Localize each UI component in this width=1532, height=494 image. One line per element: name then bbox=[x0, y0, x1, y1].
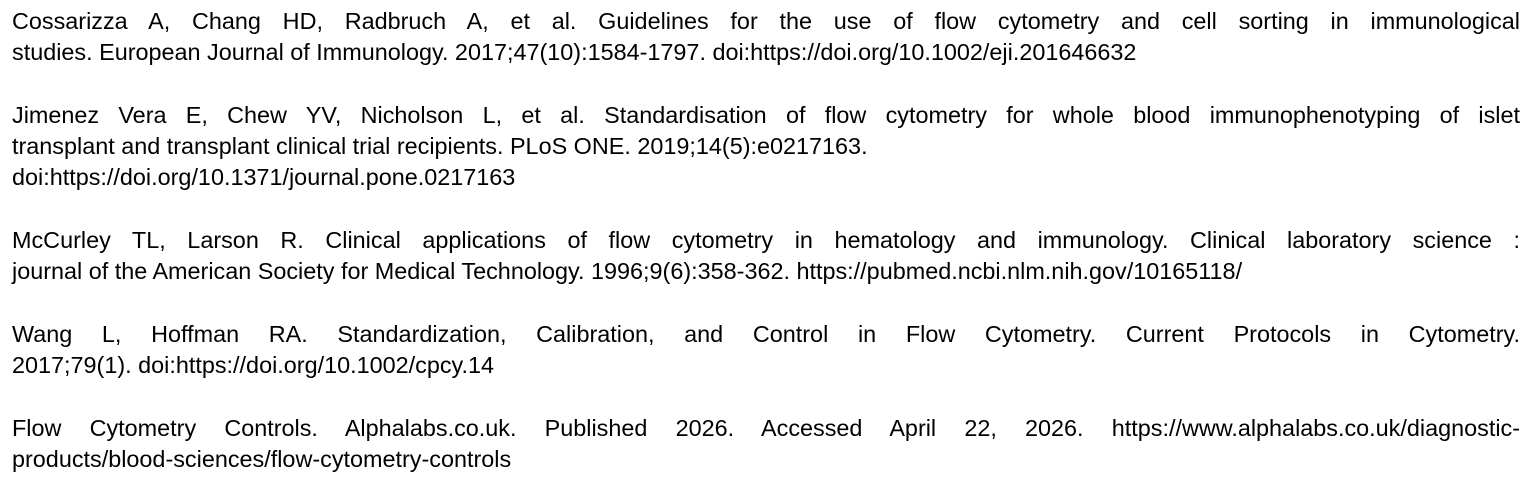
reference-entry-1 bbox=[12, 6, 1520, 68]
reference-line: McCurley TL, Larson R. Clinical applications of flow cytometry in hematology and immunology. Clinical laboratory science : bbox=[12, 227, 1520, 253]
reference-entry-5 bbox=[12, 413, 1520, 475]
reference-entry-4 bbox=[12, 319, 1520, 381]
reference-line: 2017;79(1). doi:https://doi.org/10.1002/cpcy.14 bbox=[12, 352, 494, 378]
reference-line: Wang L, Hoffman RA. Standardization, Calibration, and Control in Flow Cytometry. Current Protocols in Cytometry. bbox=[12, 321, 1520, 347]
reference-line: transplant and transplant clinical trial recipients. PLoS ONE. 2019;14(5):e0217163. bbox=[12, 133, 868, 159]
reference-line: doi:https://doi.org/10.1371/journal.pone.0217163 bbox=[12, 164, 516, 190]
reference-line: Jimenez Vera E, Chew YV, Nicholson L, et al. Standardisation of flow cytometry for whole blood immunophenotyping of islet bbox=[12, 102, 1520, 128]
reference-line: Cossarizza A, Chang HD, Radbruch A, et al. Guidelines for the use of flow cytometry and cell sorting in immunological bbox=[12, 8, 1520, 34]
reference-line: products/blood-sciences/flow-cytometry-controls bbox=[12, 446, 512, 472]
reference-line: Flow Cytometry Controls. Alphalabs.co.uk. Published 2026. Accessed April 22, 2026. https://www.alphalabs.co.uk/diagnostic- bbox=[12, 415, 1520, 441]
reference-entry-3 bbox=[12, 225, 1520, 287]
reference-line: studies. European Journal of Immunology. 2017;47(10):1584-1797. doi:https://doi.org/10.1002/eji.201646632 bbox=[12, 39, 1137, 65]
reference-entry-2 bbox=[12, 100, 1520, 193]
reference-line: journal of the American Society for Medical Technology. 1996;9(6):358-362. https://pubmed.ncbi.nlm.nih.gov/10165118/ bbox=[12, 258, 1243, 284]
